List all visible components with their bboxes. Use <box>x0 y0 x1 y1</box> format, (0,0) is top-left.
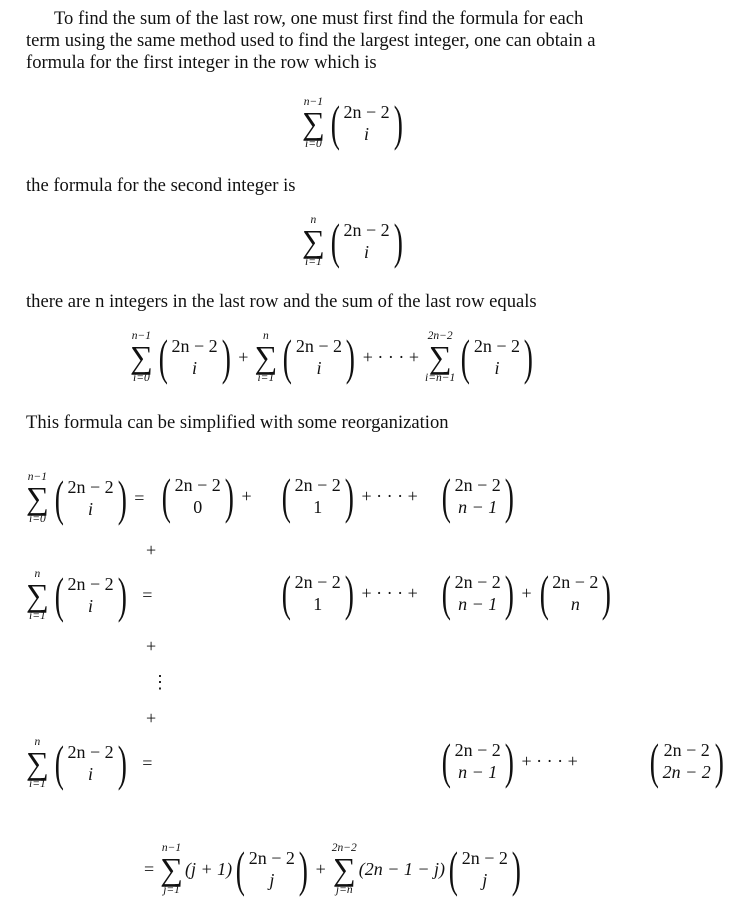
plus-sign: + <box>146 540 157 560</box>
summation: n ∑ i=1 <box>302 214 325 268</box>
array-row-3-lhs: n ∑ i=1 ( 2n − 2 i ) = <box>26 735 153 791</box>
equation-final: = n−1 ∑ j=1 (j + 1) ( 2n − 2 j ) + 2n−2 ∑ j=n (2n − 1 − j) ( 2n − 2 j ) <box>144 841 521 897</box>
simplify-label: This formula can be simplified with some reorganization <box>26 412 449 433</box>
array-row-1-term-nm1: ( 2n − 2 n − 1 ) <box>441 468 514 524</box>
n-integers-label: there are n integers in the last row and the sum of the last row equals <box>26 291 537 312</box>
array-row-2-lhs: n ∑ i=1 ( 2n − 2 i ) = <box>26 567 153 623</box>
array-row-2-term-nm1: ( 2n − 2 n − 1 ) + ( 2n − 2 n ) <box>441 565 612 621</box>
array-row-2-term-1: ( 2n − 2 1 ) + · · · + <box>281 565 418 621</box>
equation-row-sum: n−1 ∑ i=0 ( 2n − 2 i ) + n ∑ i=1 ( 2n − 2 i ) + · · · + 2n−2 ∑ i=n−1 ( 2n − 2 i ) <box>130 329 533 385</box>
array-row-1-term-1: ( 2n − 2 1 ) + · · · + <box>281 468 418 524</box>
vertical-dots: ⋮ <box>151 672 169 692</box>
intro-line-2: term using the same method used to find the largest integer, one can obtain a <box>26 30 596 51</box>
array-row-3-term-nm1: ( 2n − 2 n − 1 ) + · · · + <box>441 733 578 789</box>
array-row-1-term-0: ( 2n − 2 0 ) + <box>161 468 252 524</box>
binomial: ( 2n − 2 i ) <box>330 213 403 269</box>
equation-second-integer <box>300 214 406 268</box>
second-integer-label: the formula for the second integer is <box>26 175 296 196</box>
array-row-1-lhs: n−1 ∑ i=0 ( 2n − 2 i ) = <box>26 470 145 526</box>
plus-sign: + <box>146 708 157 728</box>
intro-line-3: formula for the first integer in the row which is <box>26 52 377 73</box>
summation: n−1 ∑ i=0 <box>302 96 325 150</box>
intro-line-1: To find the sum of the last row, one must first find the formula for each <box>54 8 584 29</box>
plus-sign: + <box>146 636 157 656</box>
equation-first-integer <box>300 96 406 150</box>
binomial: ( 2n − 2 i ) <box>330 95 403 151</box>
array-row-3-term-2n2: ( 2n − 2 2n − 2 ) <box>649 733 724 789</box>
